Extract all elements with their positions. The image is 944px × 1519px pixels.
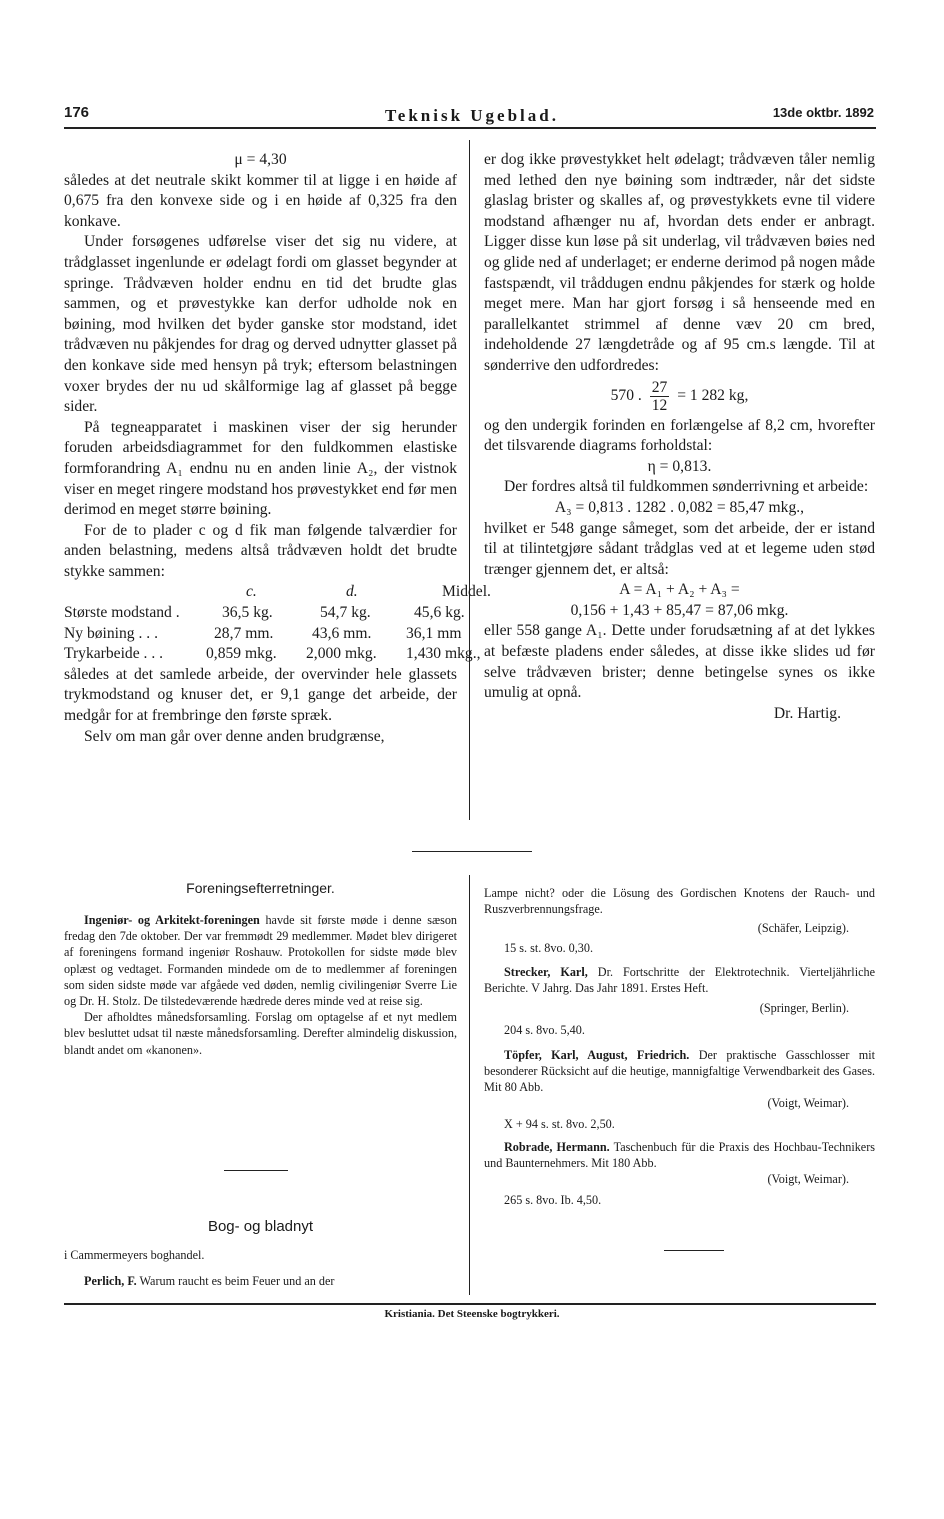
paragraph: således at det samlede arbeide, der overvinder hele glassets trykmodstand og knuser det, er 9,1 gange det arbeide, der medgår for at frembringe den første spræk.	[64, 665, 457, 725]
table-cell: Trykarbeide . . .	[64, 645, 164, 663]
paragraph: og den undergik forinden en forlængelse af 8,2 cm, hvorefter det tilsvarende diagrams forholdstal:	[484, 416, 875, 455]
publisher: (Springer, Berlin).	[759, 1001, 849, 1016]
book-author: Strecker, Karl,	[504, 964, 588, 979]
book-info: X + 94 s. st. 8vo. 2,50.	[504, 1117, 615, 1132]
equation-eta: η = 0,813.	[647, 457, 712, 475]
paragraph: Selv om man går over denne anden brudgrænse,	[84, 727, 385, 745]
left-column	[64, 150, 491, 747]
table-cell: 43,6 mm.	[312, 624, 372, 642]
measurement-table	[64, 582, 491, 664]
book-info: 15 s. st. 8vo. 0,30.	[504, 940, 594, 955]
footer-rule	[64, 1303, 876, 1305]
paragraph: Under forsøgenes udførelse viser det sig nu videre, at trådglasset ingenlunde er ødelagt fordi om glasset begynder at springe. Trådvæven holder endnu en tid det brudte glas sammen, og et prøvestykke kan derfor udholde nok en bøining, mod hvilken det byder ganske stor modstand, idet trådvæven nu påkjendes for drag og derved udnytter glasset på den konkave side med hensyn på tryk; eftersom belastningen voxer brydes der nu ud skålformige lag af glasset på begge sider.	[64, 233, 457, 416]
table-cell: 36,1 mm	[406, 624, 462, 642]
table-cell: 1,430 mkg.,	[406, 645, 481, 663]
book-author: Robrade, Hermann.	[504, 1139, 610, 1154]
publisher: (Voigt, Weimar).	[767, 1172, 849, 1187]
paragraph: eller 558 gange A₁. Dette under forudsætning af at det lykkes at befæste pladens ender således, at disse ikke slides ud før selve trådvæven brister; denne betingelse synes os ikke umulig at opnå.	[484, 622, 875, 702]
book-author: Perlich, F.	[84, 1274, 137, 1289]
short-rule	[224, 1170, 288, 1171]
book-title: Der praktische Gasschlosser mit besonderer Rücksicht auf die heutige, mannigfaltige Verwendbarkeit des Gases. Mit 80 Abb.	[484, 1047, 876, 1095]
book-info: 265 s. 8vo. Ib. 4,50.	[504, 1193, 602, 1208]
formula-mu: μ = 4,30	[234, 151, 287, 168]
equation-a3: A₃ = 0,813 . 1282 . 0,082 = 85,47 mkg.,	[554, 498, 805, 516]
publisher: (Voigt, Weimar).	[767, 1096, 849, 1111]
imprint: Kristiania. Det Steenske bogtrykkeri.	[384, 1308, 560, 1320]
journal-title: Teknisk Ugeblad.	[385, 106, 559, 125]
paragraph: Der fordres altså til fuldkommen sønderrivning et arbeide:	[504, 478, 869, 496]
table-header: c.	[246, 583, 257, 601]
equation-total: 0,156 + 1,43 + 85,47 = 87,06 mkg.	[570, 601, 789, 619]
column-divider-top	[469, 140, 470, 820]
association-news	[64, 880, 457, 1058]
paragraph: For de to plader c og d fik man følgende talværdier for anden belastning, medens altså trådvæven holdt det brudte stykke sammen:	[64, 521, 457, 580]
book-news	[64, 1218, 457, 1289]
section-title: Bog- og bladnyt	[207, 1218, 314, 1235]
table-cell: 36,5 kg.	[222, 604, 273, 622]
paragraph: På tegneapparatet i maskinen viser der sig herunder foruden arbeidsdiagrammet for den fuldkommen elastiske formforandring A₁ endnu nu en anden linie A₂, der vistnok viser en meget ringere modstand hos prøvestykket end før men derimod en meget større bøining.	[64, 418, 457, 519]
paragraph: således at det neutrale skikt kommer til at ligge i en høide af 0,675 fra den konvexe side og i en høide af 0,325 fra den konkave.	[64, 171, 457, 230]
equation-tensile: 570 . $\frac{27}{12}$ = 1 282 kg,	[610, 378, 749, 414]
paragraph: hvilket er 548 gange såmeget, som det arbeide, der er istand til at tilintetgjøre sådant trådglas ved at et legeme uden stød trænger gjennem det, er altså:	[484, 519, 875, 578]
section-title: Foreningsefterretninger.	[186, 880, 335, 896]
book-list	[484, 885, 875, 1208]
association-name: Ingeniør- og Arkitekt-foreningen	[84, 913, 260, 927]
table-header: d.	[346, 583, 358, 601]
issue-date: 13de oktbr. 1892	[772, 105, 874, 120]
paragraph: Der afholdtes månedsforsamling. Forslag om optagelse af et nyt medlem blev besluttet udsat til næste månedsforsamling. Derefter almindelig diskussion, blandt andet om «kanonen».	[64, 1010, 457, 1057]
equation-sum: A = A₁ + A₂ + A₃ =	[619, 581, 740, 599]
signature: Dr. Hartig.	[773, 704, 841, 722]
table-header: Middel.	[442, 583, 491, 601]
table-cell: 28,7 mm.	[214, 624, 274, 642]
table-header	[64, 582, 206, 603]
book-info: 204 s. 8vo. 5,40.	[504, 1023, 585, 1038]
paragraph: er dog ikke prøvestykket helt ødelagt; trådvæven tåler nemlig med lethed den nye bøining som indtræder, når det sidste glaslag brister og skalles af, og prøvestykkets evne til videre modstand afhænger nu af, hvordan dets ender er anbragt. Ligger disse kun løse på sit underlag, vil trådvæven bøies ned og glide ned af underlaget; er enderne derimod på nogen måde fastspændt, vil tråddugen endnu påkjendes for stærk og holde meget mere. Man har gjort forsøg i så henseende med en parallelkantet strimmel af denne væv 20 cm bred, indeholdende 27 længdetråde og af 95 cm.s længde. Til at sønderrive den udfordredes:	[484, 151, 875, 374]
publisher: (Schäfer, Leipzig).	[757, 921, 849, 936]
section-separator	[412, 851, 532, 852]
book-title: Warum raucht es beim Feuer und an der	[139, 1274, 335, 1289]
page-number: 176	[64, 104, 90, 121]
table-cell: 0,859 mkg.	[206, 645, 277, 663]
book-title: Taschenbuch für die Praxis des Hochbau-Technikers und Baunternehmers. Mit 180 Abb.	[484, 1139, 876, 1170]
table-cell: 45,6 kg.	[414, 604, 465, 622]
table-cell: Største modstand .	[64, 604, 180, 622]
book-author: Töpfer, Karl, August, Friedrich.	[504, 1047, 690, 1062]
short-rule	[664, 1250, 724, 1251]
table-cell: Ny bøining . . .	[64, 624, 158, 642]
section-subtitle: i Cammermeyers boghandel.	[64, 1248, 205, 1262]
header-rule	[64, 127, 876, 129]
table-cell: 54,7 kg.	[320, 604, 371, 622]
book-title: Dr. Fortschritte der Elektrotechnik. Vierteljährliche Berichte. V Jahrg. Das Jahr 1891. Erstes Heft.	[484, 964, 875, 996]
book-title: Lampe nicht? oder die Lösung des Gordischen Knotens der Rauch- und Ruszverbrennungsfrage.	[484, 886, 875, 917]
right-column	[484, 150, 875, 724]
fraction: $\frac{27}{12}$	[651, 378, 668, 414]
paragraph: havde sit første møde i denne sæson fredag den 7de oktober. Der var fremmødt 29 medlemmer. Mødet blev dirigeret af foreningens formand ingeniør Roshauw. Protokollen for sidste møde blev oplæst og vedtaget. Formanden mindede om de to medlemmer af foreningen som siden sidste møde var afgåede ved døden, nemlig civilingeniør Sverre Lie og Dr. H. Stolz. De tilstedeværende hædrede deres minde ved at reise sig.	[64, 913, 458, 1009]
column-divider-bottom	[469, 875, 470, 1295]
table-cell: 2,000 mkg.	[306, 645, 377, 663]
